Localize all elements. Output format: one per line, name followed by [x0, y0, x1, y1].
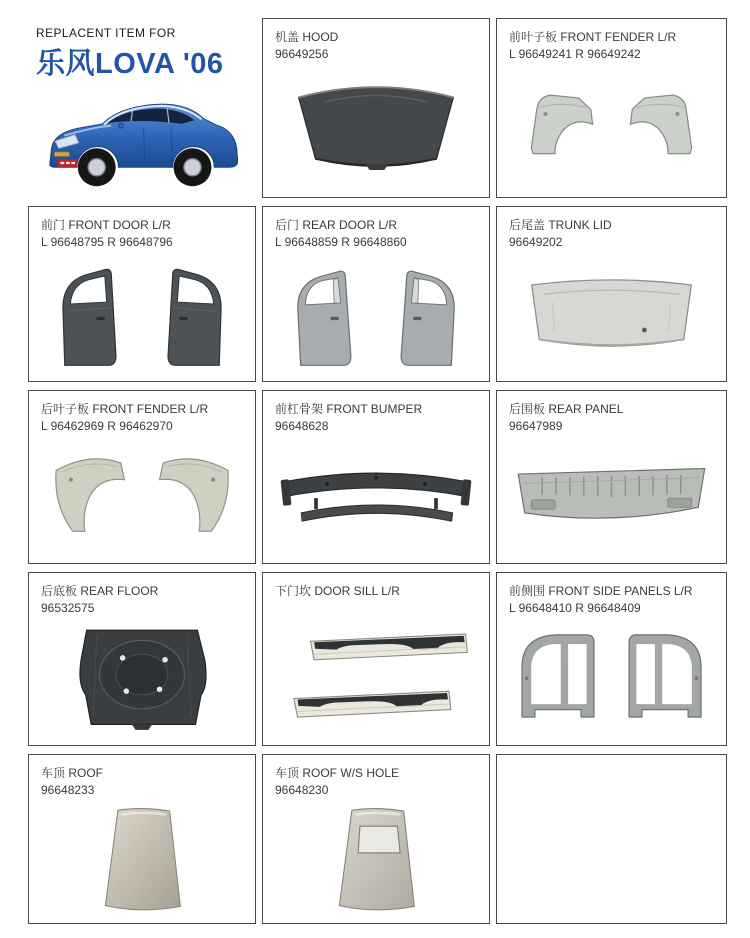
part-number: L 96648410 R 96648409 [509, 601, 641, 616]
catalog-header-cell [28, 18, 256, 198]
part-title: 后叶子板 FRONT FENDER L/R [41, 402, 209, 416]
car-photo [30, 76, 252, 198]
part-number: L 96648795 R 96648796 [41, 235, 173, 250]
door-sill-image [269, 621, 483, 741]
part-number: L 96649241 R 96649242 [509, 47, 641, 62]
part-number: 96649202 [509, 235, 563, 250]
part-title: 下门坎 DOOR SILL L/R [275, 584, 400, 598]
part-cell-trunk-lid [496, 206, 727, 382]
part-number: L 96462969 R 96462970 [41, 419, 173, 434]
part-number: L 96648859 R 96648860 [275, 235, 407, 250]
part-title: 前门 FRONT DOOR L/R [41, 218, 171, 232]
part-cell-roof [28, 754, 256, 924]
part-title: 后尾盖 TRUNK LID [509, 218, 612, 232]
front-side-panels-image [503, 621, 720, 741]
part-title: 前侧围 FRONT SIDE PANELS L/R [509, 584, 693, 598]
part-number: 96647989 [509, 419, 563, 434]
part-cell-front-bumper [262, 390, 490, 564]
page-title: 乐风LOVA '06 [36, 48, 224, 80]
front-fender-image [503, 67, 720, 193]
part-cell-rear-quarter-fender [28, 390, 256, 564]
roof-image [35, 803, 249, 919]
part-cell-front-door [28, 206, 256, 382]
part-cell-front-side-panels [496, 572, 727, 746]
part-title: 后围板 REAR PANEL [509, 402, 624, 416]
roof-ws-hole-image [269, 803, 483, 919]
part-title: 车顶 ROOF W/S HOLE [275, 766, 400, 780]
part-number: 96532575 [41, 601, 95, 616]
hood-image [269, 67, 483, 193]
part-cell-rear-panel [496, 390, 727, 564]
header-subtitle: REPLACENT ITEM FOR [36, 26, 176, 40]
rear-floor-image [35, 621, 249, 741]
part-cell-front-fender [496, 18, 727, 198]
part-title: 前叶子板 FRONT FENDER L/R [509, 30, 677, 44]
trunk-lid-image [503, 255, 720, 377]
rear-panel-image [503, 439, 720, 559]
part-title: 前杠骨架 FRONT BUMPER [275, 402, 423, 416]
part-cell-rear-door [262, 206, 490, 382]
part-title: 机盖 HOOD [275, 30, 339, 44]
part-cell-door-sill [262, 572, 490, 746]
part-title: 后底板 REAR FLOOR [41, 584, 159, 598]
rear-quarter-fender-image [35, 439, 249, 559]
part-cell-hood [262, 18, 490, 198]
car-badge [58, 159, 77, 167]
part-number: 96648230 [275, 783, 329, 798]
part-number: 96649256 [275, 47, 329, 62]
front-door-image [35, 255, 249, 377]
empty-cell [496, 754, 727, 924]
part-title: 车顶 ROOF [41, 766, 103, 780]
part-cell-roof-ws-hole [262, 754, 490, 924]
part-number: 96648628 [275, 419, 329, 434]
front-bumper-image [269, 439, 483, 559]
part-title: 后门 REAR DOOR L/R [275, 218, 398, 232]
part-cell-rear-floor [28, 572, 256, 746]
part-number: 96648233 [41, 783, 95, 798]
parts-catalog-grid [28, 18, 727, 924]
rear-door-image [269, 255, 483, 377]
